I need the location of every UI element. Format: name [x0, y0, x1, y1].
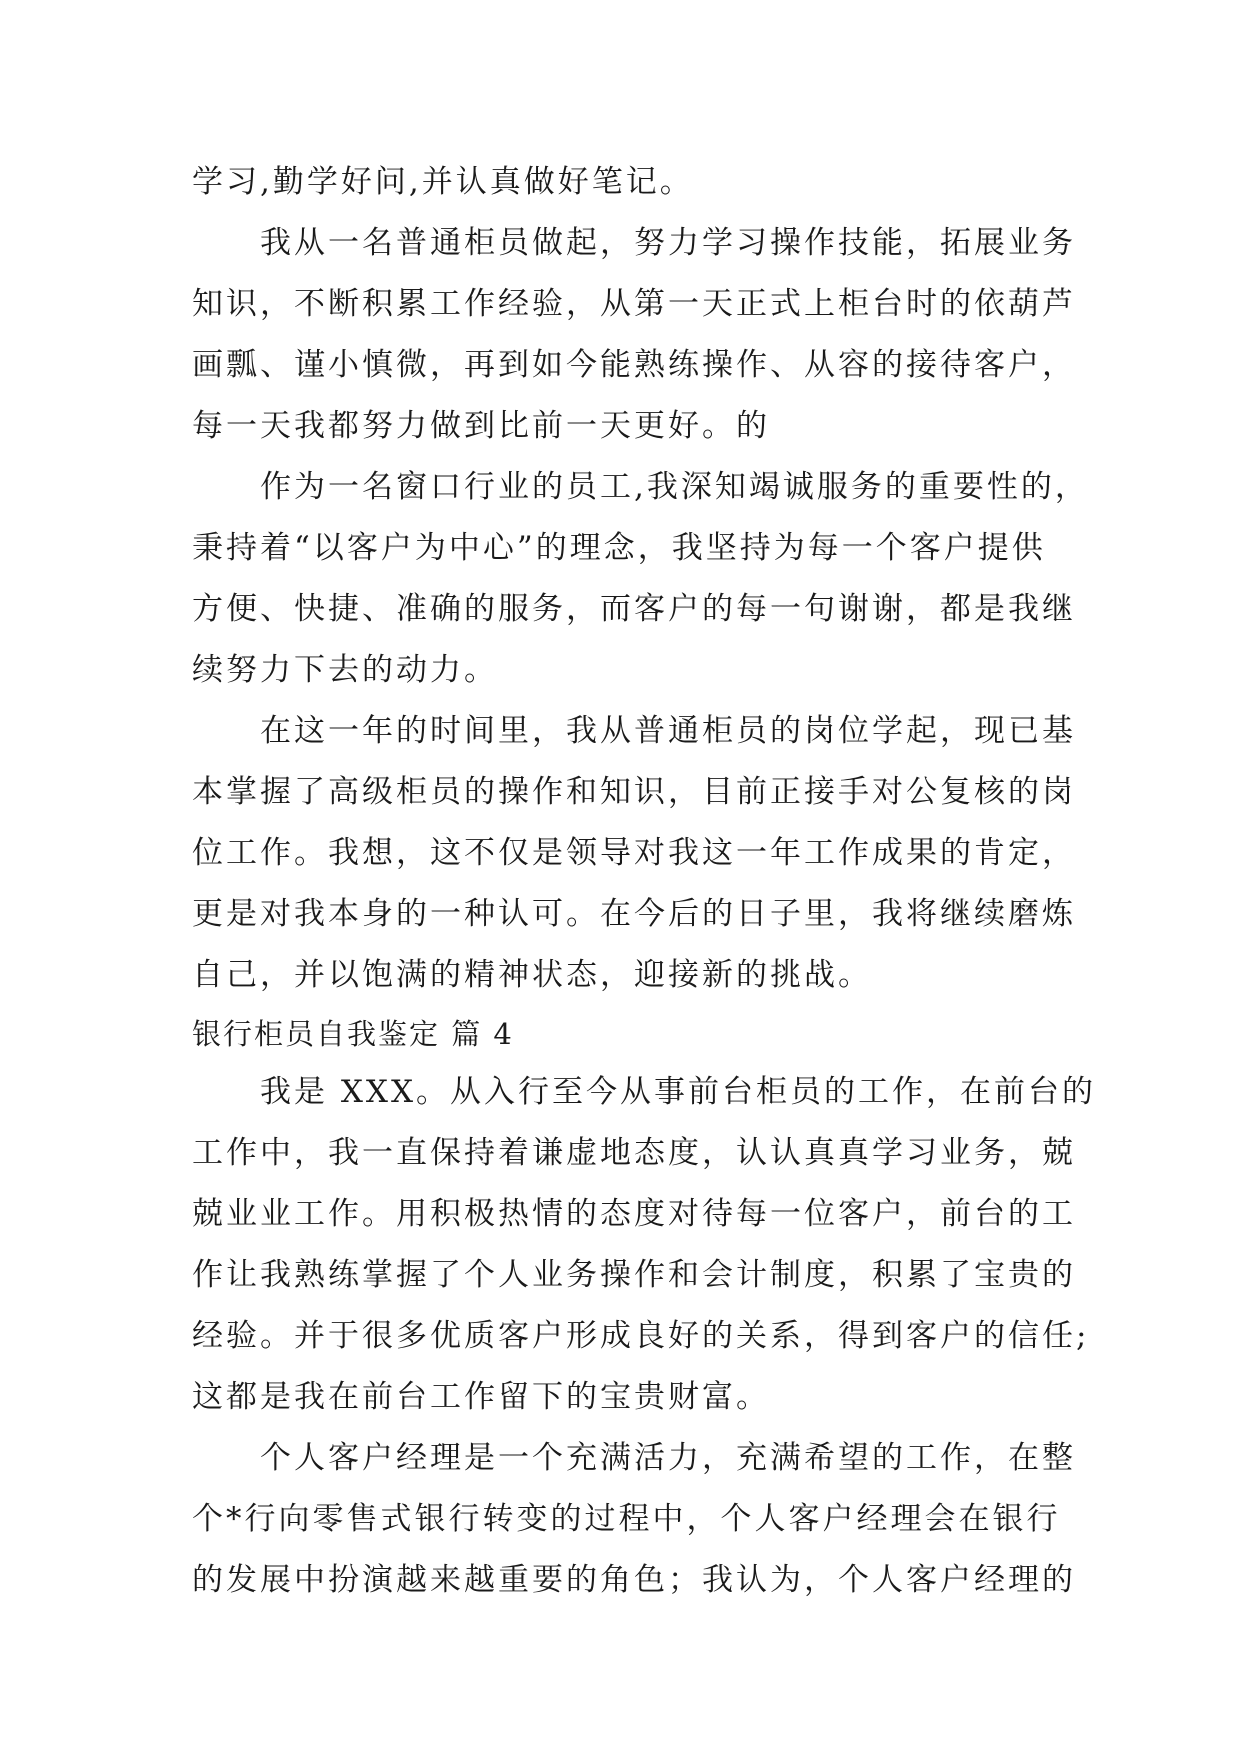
text-line: 每一天我都努力做到比前一天更好。的 — [192, 408, 770, 444]
section-heading: 银行柜员自我鉴定 篇 4 — [192, 1017, 514, 1051]
text-line: 学习,勤学好问,并认真做好笔记。 — [192, 164, 694, 200]
text-line: 本掌握了高级柜员的操作和知识，目前正接手对公复核的岗 — [192, 774, 1076, 810]
text-line: 个*行向零售式银行转变的过程中，个人客户经理会在银行 — [192, 1501, 1061, 1537]
text-line: 我从一名普通柜员做起，努力学习操作技能，拓展业务 — [192, 225, 1076, 261]
text-line: 自己，并以饱满的精神状态，迎接新的挑战。 — [192, 957, 872, 993]
text-line: 秉持着“以客户为中心”的理念，我坚持为每一个客户提供 — [192, 530, 1046, 566]
text-line: 在这一年的时间里，我从普通柜员的岗位学起，现已基 — [192, 713, 1076, 749]
text-line: 作让我熟练掌握了个人业务操作和会计制度，积累了宝贵的 — [192, 1257, 1076, 1293]
text-line: 方便、快捷、准确的服务，而客户的每一句谢谢，都是我继 — [192, 591, 1076, 627]
text-line: 我是 XXX。从入行至今从事前台柜员的工作，在前台的 — [192, 1074, 1097, 1110]
text-line: 画瓢、谨小慎微，再到如今能熟练操作、从容的接待客户， — [192, 347, 1076, 383]
text-line: 这都是我在前台工作留下的宝贵财富。 — [192, 1379, 770, 1415]
text-line: 续努力下去的动力。 — [192, 652, 498, 688]
text-line: 个人客户经理是一个充满活力，充满希望的工作，在整 — [192, 1440, 1076, 1476]
text-line: 更是对我本身的一种认可。在今后的日子里，我将继续磨炼 — [192, 896, 1076, 932]
document-body — [192, 152, 1097, 1611]
text-line: 经验。并于很多优质客户形成良好的关系，得到客户的信任; — [192, 1318, 1090, 1354]
text-line: 知识，不断积累工作经验，从第一天正式上柜台时的依葫芦 — [192, 286, 1076, 322]
text-line: 工作中，我一直保持着谦虚地态度，认认真真学习业务，兢 — [192, 1135, 1076, 1171]
text-line: 兢业业工作。用积极热情的态度对待每一位客户，前台的工 — [192, 1196, 1076, 1232]
text-line: 的发展中扮演越来越重要的角色；我认为，个人客户经理的 — [192, 1562, 1076, 1598]
text-line: 位工作。我想，这不仅是领导对我这一年工作成果的肯定， — [192, 835, 1076, 871]
text-line: 作为一名窗口行业的员工,我深知竭诚服务的重要性的， — [192, 469, 1089, 505]
